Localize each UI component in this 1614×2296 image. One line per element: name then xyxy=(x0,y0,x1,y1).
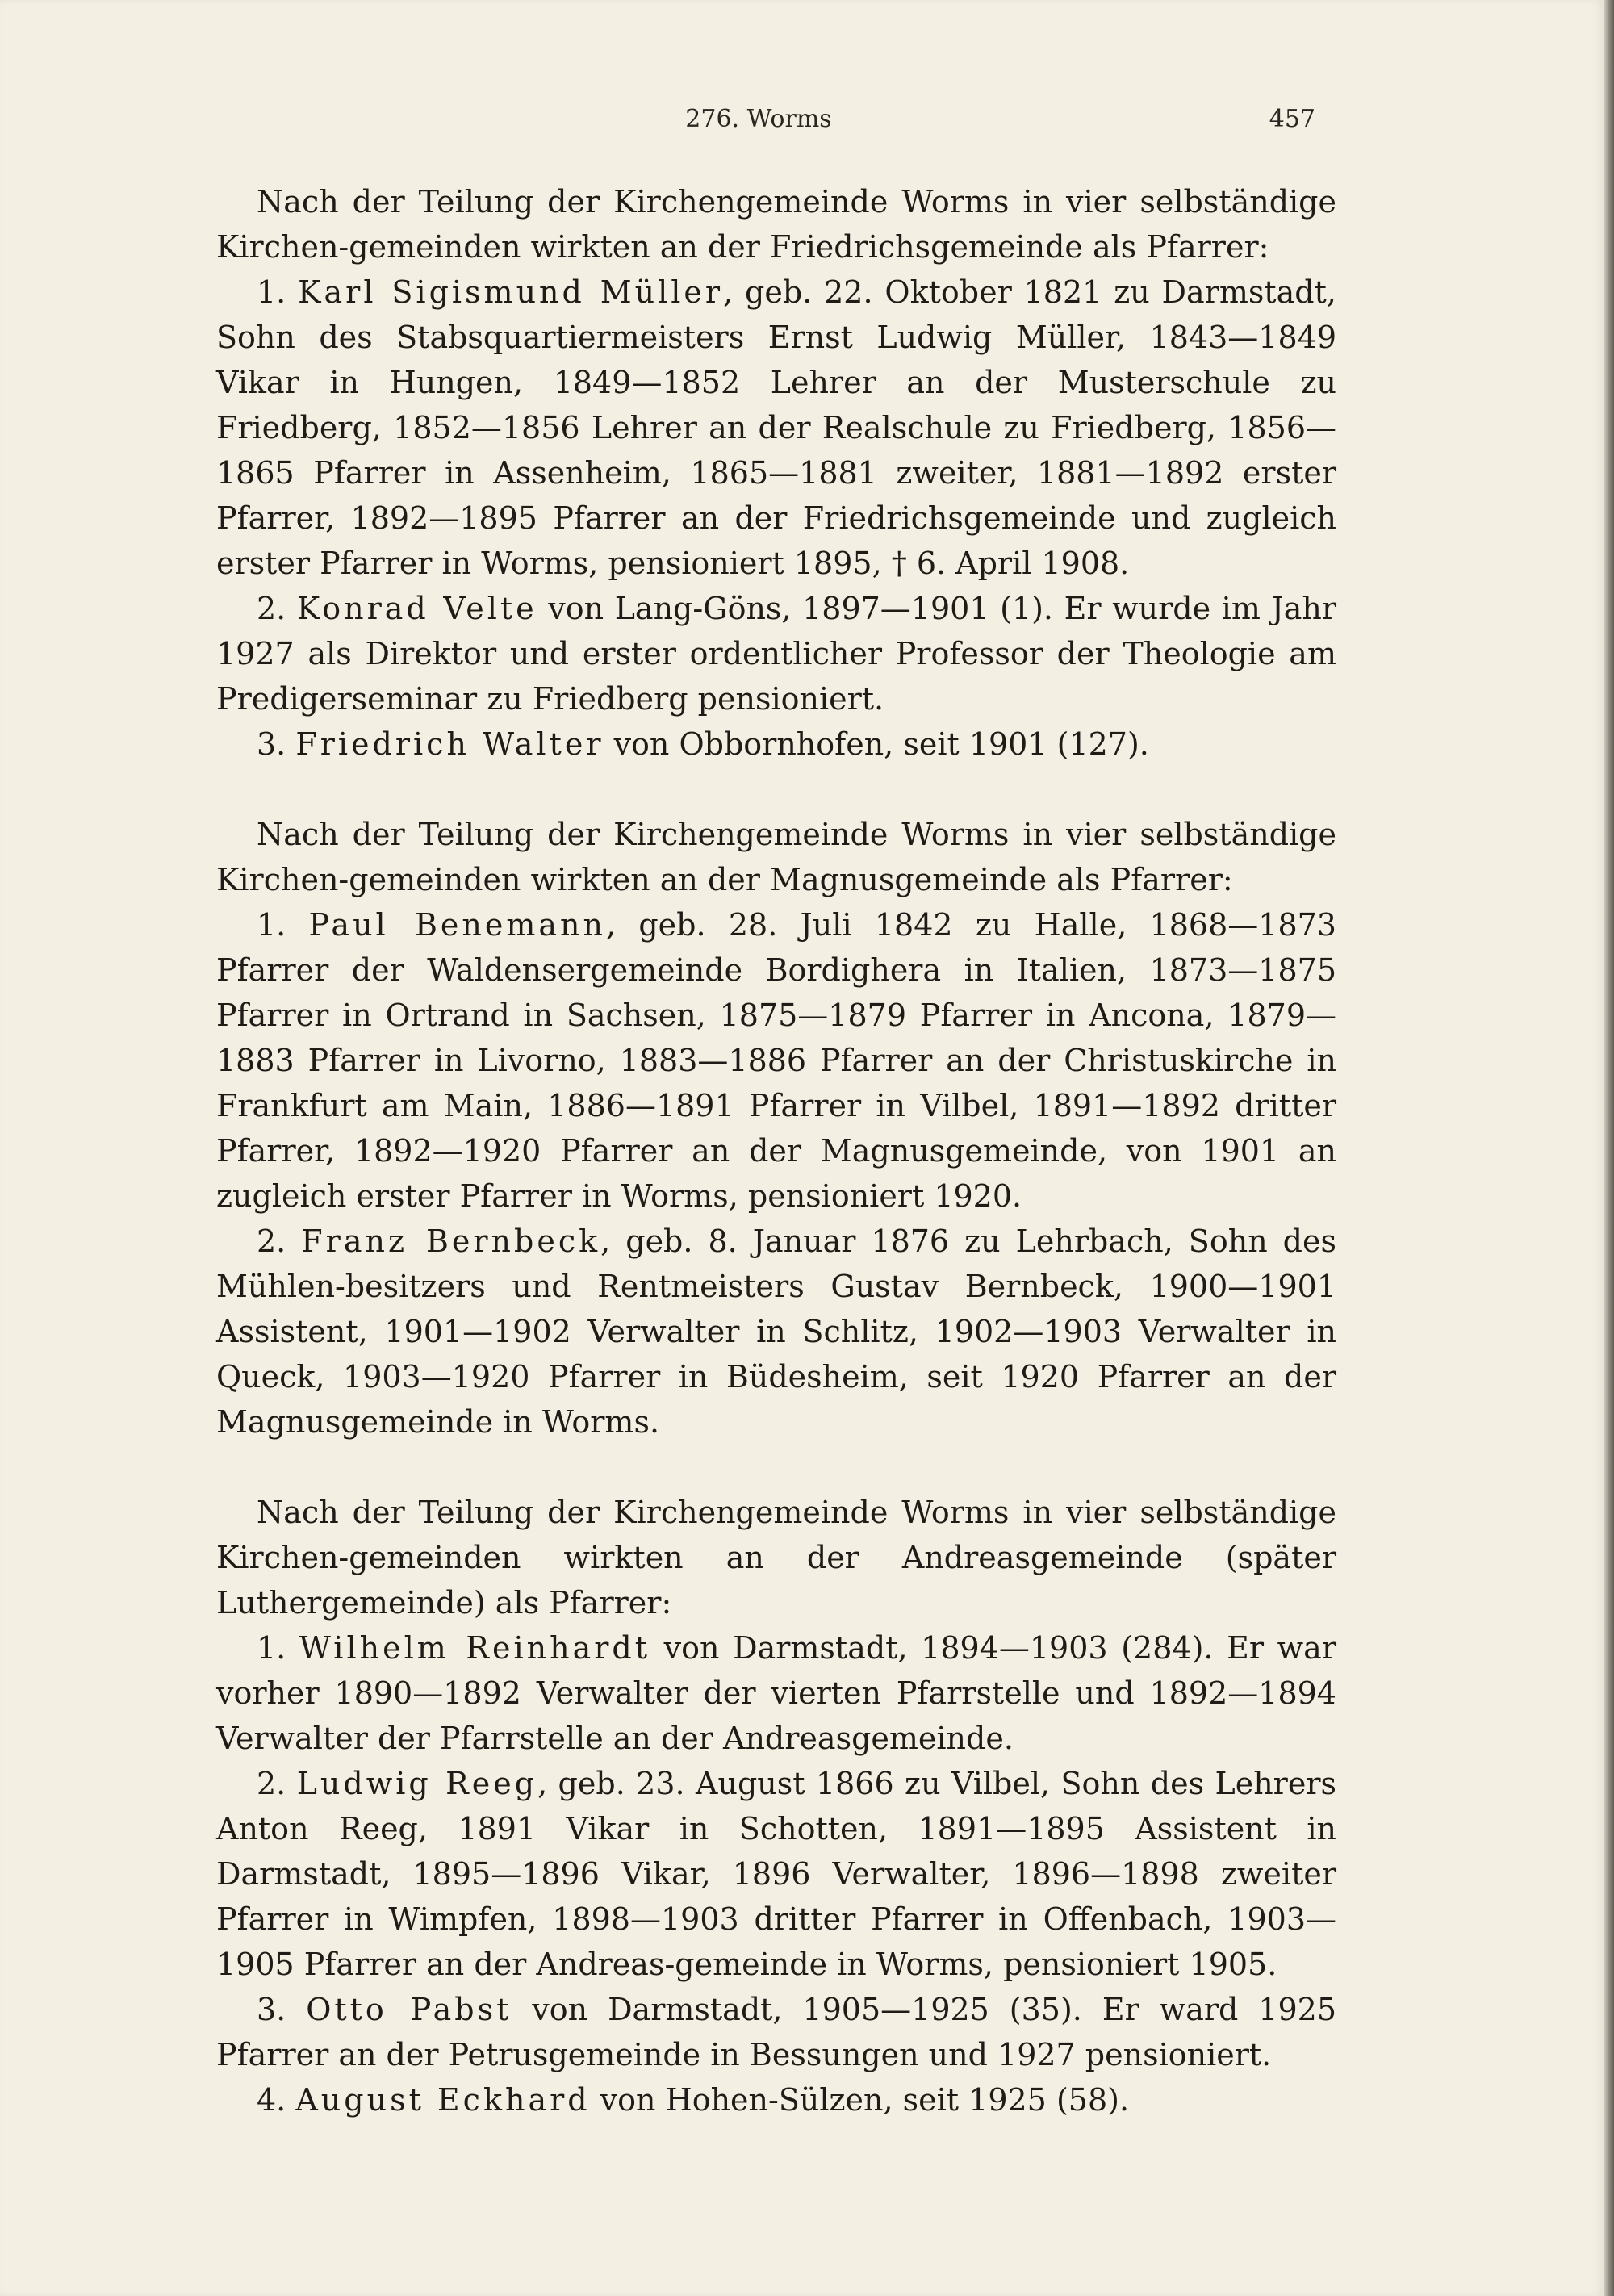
entry-text: von Hohen-Sülzen, seit 1925 (58). xyxy=(590,2082,1130,2118)
entry-number: 3. xyxy=(257,1992,286,2027)
pastor-entry xyxy=(216,1625,1336,1761)
section-andreasgemeinde xyxy=(216,1490,1336,2122)
entry-text: von Darmstadt, 1894—1903 (284). Er war vorher 1890—1892 Verwalter der vierten Pfarrstelle und 1892—1894 Verwalter der Pfarrstelle an der Andreasgemeinde. xyxy=(216,1630,1336,1756)
pastor-name: Otto Pabst xyxy=(306,1992,512,2027)
entry-text: , geb. 8. Januar 1876 zu Lehrbach, Sohn des Mühlen-besitzers und Rentmeisters Gustav Bernbeck, 1900—1901 Assistent, 1901—1902 Verwalter in Schlitz, 1902—1903 Verwalter in Queck, 1903—1920 Pfarrer in Büdesheim, seit 1920 Pfarrer an der Magnusgemeinde in Worms. xyxy=(216,1223,1336,1440)
entry-text: , geb. 23. August 1866 zu Vilbel, Sohn des Lehrers Anton Reeg, 1891 Vikar in Schotten, 1891—1895 Assistent in Darmstadt, 1895—1896 Vikar, 1896 Verwalter, 1896—1898 zweiter Pfarrer in Wimpfen, 1898—1903 dritter Pfarrer in Offenbach, 1903—1905 Pfarrer an der Andreas-gemeinde in Worms, pensioniert 1905. xyxy=(216,1766,1336,1982)
pastor-name: Franz Bernbeck xyxy=(301,1223,601,1259)
pastor-entry xyxy=(216,586,1336,721)
section-intro: Nach der Teilung der Kirchengemeinde Worms in vier selbständige Kirchen-gemeinden wirkten an der Friedrichsgemeinde als Pfarrer: xyxy=(216,184,1336,265)
section-friedrichsgemeinde xyxy=(216,179,1336,767)
entry-number: 2. xyxy=(257,1223,286,1259)
pastor-entry xyxy=(216,2077,1336,2122)
entry-number: 4. xyxy=(257,2082,286,2118)
pastor-entry xyxy=(216,721,1336,767)
section-magnusgemeinde xyxy=(216,812,1336,1445)
pastor-entry xyxy=(216,1761,1336,1987)
pastor-entry xyxy=(216,1987,1336,2077)
entry-number: 1. xyxy=(257,274,286,310)
entry-text: von Darmstadt, 1905—1925 (35). Er ward 1925 Pfarrer an der Petrusgemeinde in Bessungen und 1927 pensioniert. xyxy=(216,1992,1336,2072)
entry-number: 1. xyxy=(257,1630,286,1666)
body-text xyxy=(216,179,1336,2122)
page-header xyxy=(202,105,1315,145)
entry-text: von Lang-Göns, 1897—1901 (1). Er wurde im Jahr 1927 als Direktor und erster ordentlicher Professor der Theologie am Predigerseminar zu Friedberg pensioniert. xyxy=(216,591,1336,717)
pastor-entry xyxy=(216,270,1336,586)
pastor-name: Friedrich Walter xyxy=(295,726,604,762)
section-intro: Nach der Teilung der Kirchengemeinde Worms in vier selbständige Kirchen-gemeinden wirkten an der Andreasgemeinde (später Luthergemeinde) als Pfarrer: xyxy=(216,1495,1336,1621)
pastor-entry xyxy=(216,1219,1336,1445)
page-edge-shadow xyxy=(1604,0,1614,2296)
entry-number: 1. xyxy=(257,907,286,943)
entry-number: 2. xyxy=(257,591,286,626)
pastor-name: Ludwig Reeg xyxy=(296,1766,538,1801)
pastor-name: Paul Benemann xyxy=(308,907,606,943)
page-number: 457 xyxy=(1269,105,1315,133)
pastor-name: Karl Sigismund Müller xyxy=(298,274,724,310)
pastor-name: Konrad Velte xyxy=(296,591,537,626)
pastor-entry xyxy=(216,902,1336,1219)
entry-number: 2. xyxy=(257,1766,286,1801)
entry-text: , geb. 28. Juli 1842 zu Halle, 1868—1873 Pfarrer der Waldensergemeinde Bordighera in Italien, 1873—1875 Pfarrer in Ortrand in Sachsen, 1875—1879 Pfarrer in Ancona, 1879—1883 Pfarrer in Livorno, 1883—1886 Pfarrer an der Christuskirche in Frankfurt am Main, 1886—1891 Pfarrer in Vilbel, 1891—1892 dritter Pfarrer, 1892—1920 Pfarrer an der Magnusgemeinde, von 1901 an zugleich erster Pfarrer in Worms, pensioniert 1920. xyxy=(216,907,1336,1214)
entry-text: , geb. 22. Oktober 1821 zu Darmstadt, Sohn des Stabsquartiermeisters Ernst Ludwig Müller, 1843—1849 Vikar in Hungen, 1849—1852 Lehrer an der Musterschule zu Friedberg, 1852—1856 Lehrer an der Realschule zu Friedberg, 1856—1865 Pfarrer in Assenheim, 1865—1881 zweiter, 1881—1892 erster Pfarrer, 1892—1895 Pfarrer an der Friedrichsgemeinde und zugleich erster Pfarrer in Worms, pensioniert 1895, † 6. April 1908. xyxy=(216,274,1336,581)
entry-number: 3. xyxy=(257,726,286,762)
pastor-name: August Eckhard xyxy=(295,2082,591,2118)
pastor-name: Wilhelm Reinhardt xyxy=(299,1630,651,1666)
entry-text: von Obbornhofen, seit 1901 (127). xyxy=(604,726,1149,762)
running-head: 276. Worms xyxy=(685,105,832,133)
section-intro: Nach der Teilung der Kirchengemeinde Worms in vier selbständige Kirchen-gemeinden wirkten an der Magnusgemeinde als Pfarrer: xyxy=(216,817,1336,897)
